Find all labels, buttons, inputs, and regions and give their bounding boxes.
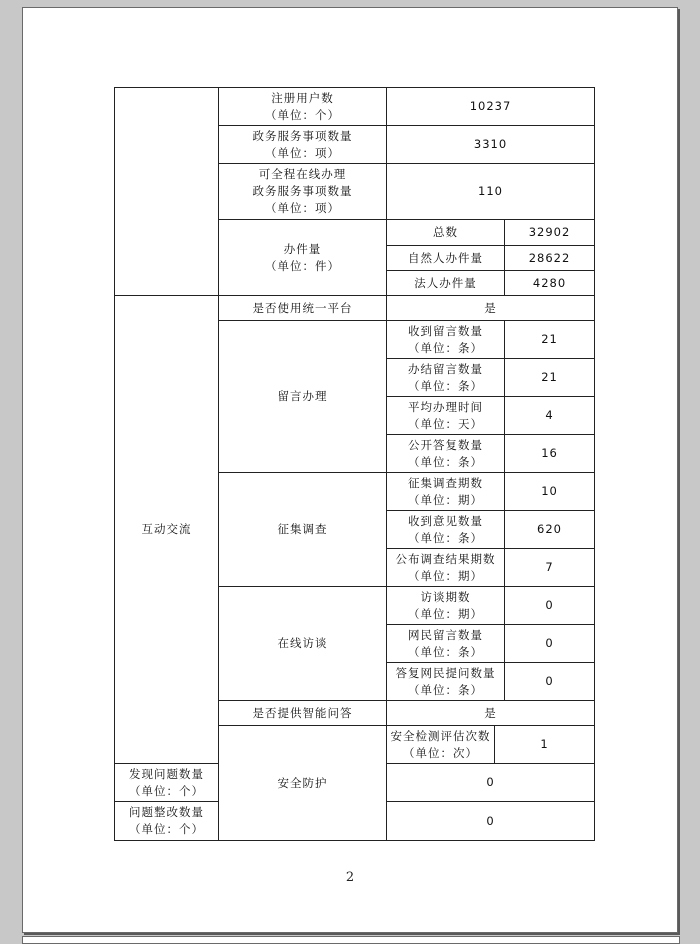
label-cell: 是否提供智能问答 [219,701,387,726]
label-cell: 公开答复数量 （单位：条） [387,435,505,473]
table-row [115,88,595,126]
volume-natural-value: 28622 [505,246,595,271]
value-cell: 7 [505,549,595,587]
label-cell: 收到意见数量 （单位：条） [387,511,505,549]
label-cell: 访谈期数 （单位：期） [387,587,505,625]
category-security: 安全防护 [219,726,387,841]
value-cell: 10 [505,473,595,511]
label-cell: 征集调查期数 （单位：期） [387,473,505,511]
value-cell: 1 [495,726,595,764]
volume-legal-label: 法人办件量 [387,271,505,296]
value-cell: 10237 [387,88,595,126]
category-interaction: 互动交流 [115,296,219,764]
label-cell: 注册用户数 （单位：个） [219,88,387,126]
value-cell: 0 [505,587,595,625]
value-cell: 3310 [387,126,595,164]
value-cell: 16 [505,435,595,473]
messages-title: 留言办理 [219,321,387,473]
label-cell: 是否使用统一平台 [219,296,387,321]
label-cell: 可全程在线办理 政务服务事项数量 （单位：项） [219,164,387,220]
label-cell: 网民留言数量 （单位：条） [387,625,505,663]
label-cell: 政务服务事项数量 （单位：项） [219,126,387,164]
page-number: 2 [345,870,355,885]
label-cell: 发现问题数量 （单位：个） [115,764,219,802]
volume-label-cell: 办件量 （单位：件） [219,220,387,296]
statistics-table [114,87,595,841]
value-cell: 0 [505,663,595,701]
label-cell: 平均办理时间 （单位：天） [387,397,505,435]
volume-legal-value: 4280 [505,271,595,296]
label-cell: 收到留言数量 （单位：条） [387,321,505,359]
label-cell: 答复网民提问数量 （单位：条） [387,663,505,701]
value-cell: 是 [387,296,595,321]
table-row [115,296,595,321]
value-cell: 是 [387,701,595,726]
label-cell: 安全检测评估次数 （单位：次） [387,726,495,764]
next-page-edge [22,936,680,944]
interview-title: 在线访谈 [219,587,387,701]
value-cell: 0 [505,625,595,663]
category-cell-blank [115,88,219,296]
value-cell: 21 [505,321,595,359]
value-cell: 620 [505,511,595,549]
document-page [22,7,678,933]
value-cell: 21 [505,359,595,397]
survey-title: 征集调查 [219,473,387,587]
label-cell: 问题整改数量 （单位：个） [115,802,219,841]
value-cell: 0 [387,802,595,841]
value-cell: 4 [505,397,595,435]
volume-natural-label: 自然人办件量 [387,246,505,271]
label-cell: 办结留言数量 （单位：条） [387,359,505,397]
volume-total-value: 32902 [505,220,595,246]
volume-total-label: 总数 [387,220,505,246]
value-cell: 0 [387,764,595,802]
label-cell: 公布调查结果期数 （单位：期） [387,549,505,587]
value-cell: 110 [387,164,595,220]
